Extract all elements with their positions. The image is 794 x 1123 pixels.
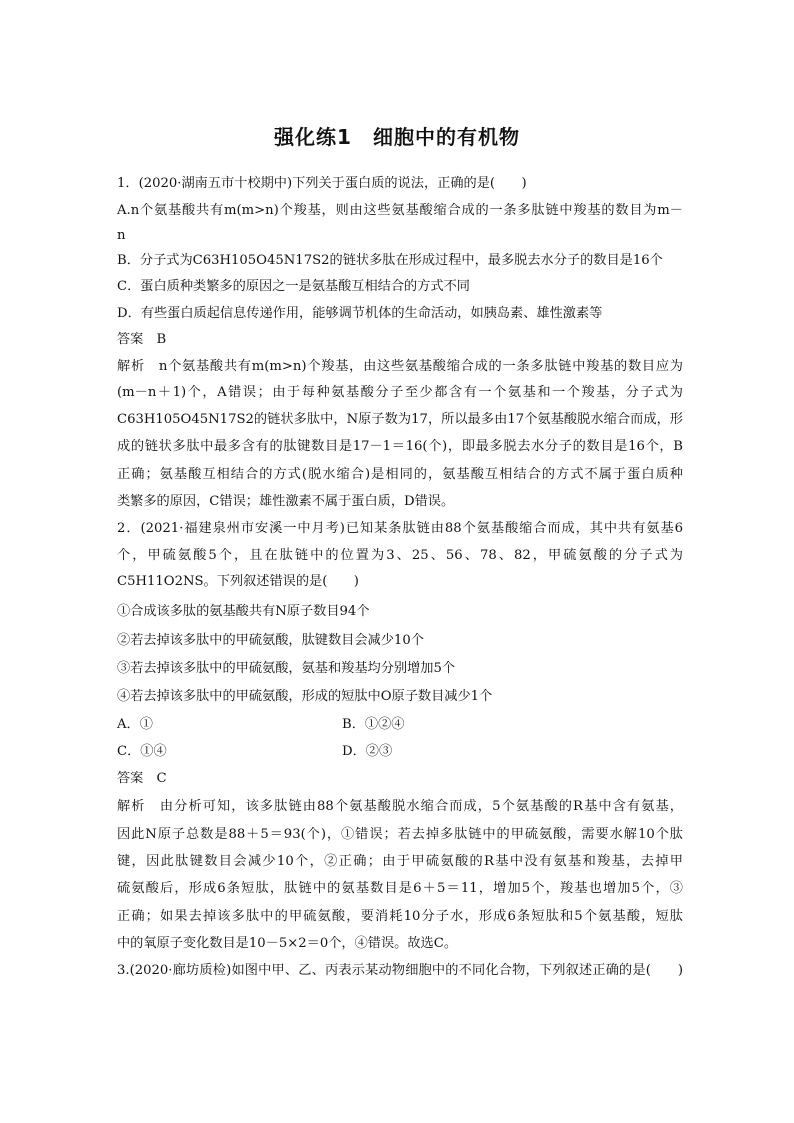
q3-stem: 3.(2020·廊坊质检)如图中甲、乙、丙表示某动物细胞中的不同化合物，下列叙述正确的是( ) [117, 963, 683, 978]
q1-analysis-line: 正确；氨基酸互相结合的方式(脱水缩合)是相同的，氨基酸互相结合的方式不属于蛋白质种 [117, 467, 683, 482]
q1-analysis-line: C63H105O45N17S2的链状多肽中，N原子数为17，所以最多由17个氨基酸脱水缩合而成，形 [117, 412, 683, 427]
q1-option-a-cont: n [117, 228, 126, 243]
q1-analysis-line: (m－n＋1)个，A错误；由于每种氨基酸分子至少都含有一个氨基和一个羧基，分子式为 [117, 385, 683, 400]
q2-stem: 2．(2021·福建泉州市安溪一中月考)已知某条肽链由88个氨基酸缩合而成，其中共有氨基6 [117, 521, 683, 536]
q1-option-b: B．分子式为C63H105O45N17S2的链状多肽在形成过程中，最多脱去水分子的数目是16个 [117, 253, 663, 268]
q2-analysis-line: 键，因此肽键数目会减少10个，②正确；由于甲硫氨酸的R基中没有氨基和羧基，去掉甲 [117, 854, 683, 869]
q2-option-a: A．① [117, 717, 153, 732]
q2-stem-cont: C5H11O2NS。下列叙述错误的是( ) [117, 574, 359, 589]
q2-option-d: D．②③ [342, 744, 393, 759]
q2-options-row-2 [117, 743, 683, 761]
q1-stem: 1．(2020·湖南五市十校期中)下列关于蛋白质的说法，正确的是( ) [117, 176, 527, 191]
q2-analysis-line: 硫氨酸后，形成6条短肽，肽链中的氨基数目是6＋5＝11，增加5个，羧基也增加5个，③ [117, 881, 683, 896]
q2-statement-4: ④若去掉该多肽中的甲硫氨酸，形成的短肽中O原子数目减少1个 [117, 689, 493, 704]
q2-option-b: B．①②④ [342, 717, 405, 732]
q1-analysis-line: 解析 n个氨基酸共有m(m>n)个羧基，由这些氨基酸缩合成的一条多肽链中羧基的数目应为 [117, 359, 683, 374]
q2-statement-1: ①合成该多肽的氨基酸共有N原子数目94个 [117, 604, 370, 619]
q1-analysis-line: 类繁多的原因，C错误；雄性激素不属于蛋白质，D错误。 [117, 494, 455, 509]
q2-options-row-1 [117, 716, 683, 734]
q2-answer: 答案 C [117, 771, 167, 786]
q2-stem-cont: 个，甲硫氨酸5个，且在肽链中的位置为3、25、56、78、82，甲硫氨酸的分子式为 [117, 548, 683, 563]
q1-option-a: A.n个氨基酸共有m(m>n)个羧基，则由这些氨基酸缩合成的一条多肽链中羧基的数目为m－ [117, 203, 683, 218]
q2-analysis-line: 解析 由分析可知，该多肽链由88个氨基酸脱水缩合而成，5个氨基酸的R基中含有氨基， [117, 799, 683, 814]
q2-statement-2: ②若去掉该多肽中的甲硫氨酸，肽键数目会减少10个 [117, 633, 424, 648]
q1-analysis-line: 成的链状多肽中最多含有的肽键数目是17－1＝16(个)，即最多脱去水分子的数目是16个，B [117, 439, 683, 454]
q1-option-d: D．有些蛋白质起信息传递作用，能够调节机体的生命活动，如胰岛素、雄性激素等 [117, 306, 603, 321]
q2-analysis-line: 正确；如果去掉该多肽中的甲硫氨酸，要消耗10分子水，形成6条短肽和5个氨基酸，短肽 [117, 909, 683, 924]
q2-option-c: C．①④ [117, 744, 167, 759]
q2-analysis-line: 中的氧原子变化数目是10－5×2＝0个，④错误。故选C。 [117, 936, 458, 951]
q1-answer: 答案 B [117, 332, 167, 347]
page-title: 强化练1 细胞中的有机物 [274, 125, 520, 149]
q1-option-c: C．蛋白质种类繁多的原因之一是氨基酸互相结合的方式不同 [117, 279, 470, 294]
q2-analysis-line: 因此N原子总数是88＋5＝93(个)，①错误；若去掉多肽链中的甲硫氨酸，需要水解10个肽 [117, 827, 683, 842]
q2-statement-3: ③若去掉该多肽中的甲硫氨酸，氨基和羧基均分别增加5个 [117, 661, 456, 676]
